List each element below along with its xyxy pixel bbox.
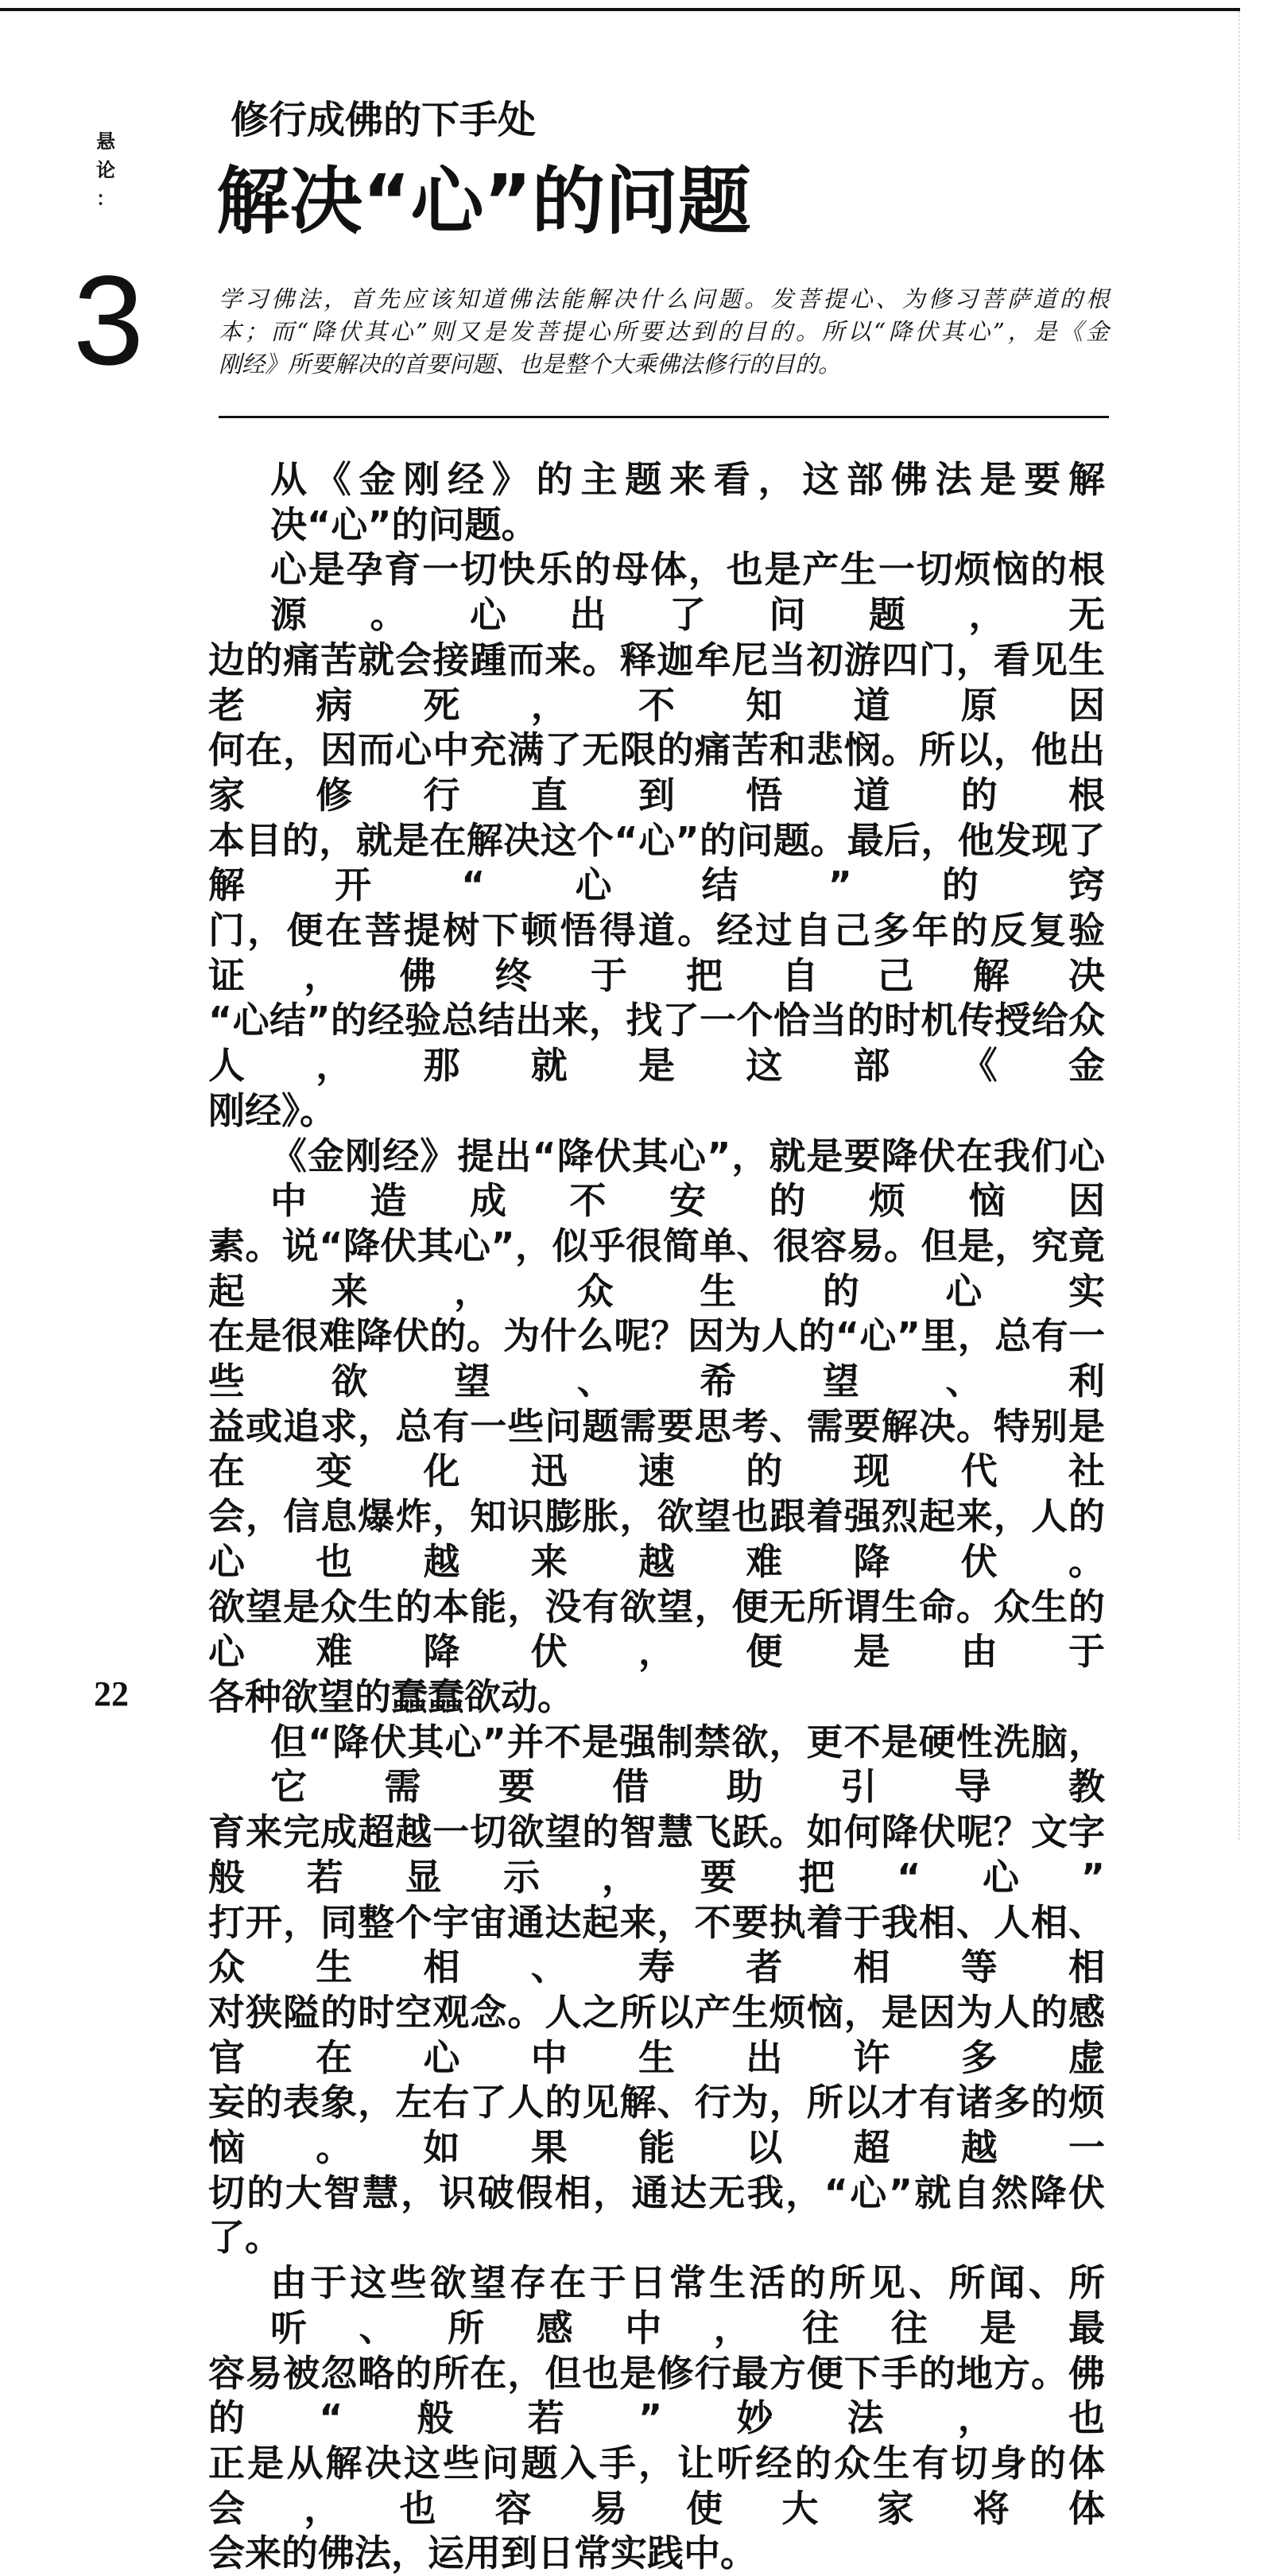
paragraph-line: 切的大智慧，识破假相，通达无我，“心”就自然降伏了。	[208, 2171, 1105, 2260]
paragraph-line: 在是很难降伏的。为什么呢？因为人的“心”里，总有一些欲望、希望、利	[208, 1314, 1105, 1403]
paragraph-line: 育来完成超越一切欲望的智慧飞跃。如何降伏呢？文字般若显示，要把“心”	[208, 1810, 1105, 1899]
paragraph-line: 欲望是众生的本能，没有欲望，便无所谓生命。众生的心难降伏，便是由于	[208, 1585, 1105, 1674]
paragraph-line: 打开，同整个宇宙通达起来，不要执着于我相、人相、众生相、寿者相等相	[208, 1900, 1105, 1989]
paragraph-line: 益或追求，总有一些问题需要思考、需要解决。特别是在变化迅速的现代社	[208, 1404, 1105, 1493]
intro-paragraph	[219, 283, 1109, 381]
paragraph-line: 容易被忽略的所在，但也是修行最方便下手的地方。佛的“般若”妙法，也	[208, 2351, 1105, 2440]
section-label-char: ：	[96, 188, 115, 210]
paragraph-line: 会，信息爆炸，知识膨胀，欲望也跟着强烈起来，人的心也越来越难降伏。	[208, 1495, 1105, 1583]
intro-line: 刚经》所要解决的首要问题、也是整个大乘佛法修行的目的。	[219, 351, 842, 378]
paragraph-line: 从《金刚经》的主题来看，这部佛法是要解决“心”的问题。	[270, 458, 1105, 546]
section-label-char: 悬	[96, 130, 115, 153]
paragraph-line: 边的痛苦就会接踵而来。释迦牟尼当初游四门，看见生老病死，不知道原因	[208, 638, 1105, 727]
paragraph-line: 刚经》。	[208, 1088, 336, 1132]
chapter-number: 3	[73, 249, 144, 391]
body-text	[208, 457, 1105, 2576]
paragraph-line: 本目的，就是在解决这个“心”的问题。最后，他发现了解开“心结”的窍	[208, 818, 1105, 907]
paragraph-line: 《金刚经》提出“降伏其心”，就是要降伏在我们心中造成不安的烦恼因	[270, 1134, 1105, 1223]
paragraph-line: 各种欲望的蠢蠢欲动。	[208, 1674, 574, 1718]
page-number: 22	[94, 1674, 129, 1713]
top-rule	[0, 8, 1240, 11]
intro-line: 学习佛法，首先应该知道佛法能解决什么问题。发菩提心、为修习菩萨道的根	[219, 285, 1109, 312]
intro-line: 本；而“降伏其心”则又是发菩提心所要达到的目的。所以“降伏其心”，是《金	[219, 318, 1109, 345]
paragraph-line: 何在，因而心中充满了无限的痛苦和悲悯。所以，他出家修行直到悟道的根	[208, 728, 1105, 817]
section-label	[94, 127, 118, 213]
paragraph-line: 但“降伏其心”并不是强制禁欲，更不是硬性洗脑，它需要借助引导教	[270, 1720, 1105, 1809]
paragraph-line: 素。说“降伏其心”，似乎很简单、很容易。但是，究竟起来，众生的心实	[208, 1224, 1105, 1313]
paragraph-line: 由于这些欲望存在于日常生活的所见、所闻、所听、所感中，往往是最	[270, 2261, 1105, 2349]
paragraph-line: 门，便在菩提树下顿悟得道。经过自己多年的反复验证，佛终于把自己解决	[208, 909, 1105, 997]
paragraph-line: 妄的表象，左右了人的见解、行为，所以才有诸多的烦恼。如果能以超越一	[208, 2081, 1105, 2170]
paragraph-line: 会来的佛法，运用到日常实践中。	[208, 2531, 757, 2575]
section-label-char: 论	[96, 159, 115, 181]
paragraph-line: “心结”的经验总结出来，找了一个恰当的时机传授给众人，那就是这部《金	[208, 999, 1105, 1088]
subtitle: 修行成佛的下手处	[231, 98, 537, 142]
paragraph-line: 正是从解决这些问题入手，让听经的众生有切身的体会，也容易使大家将体	[208, 2441, 1105, 2530]
paragraph-line: 对狭隘的时空观念。人之所以产生烦恼，是因为人的感官在心中生出许多虚	[208, 1990, 1105, 2079]
divider	[219, 416, 1109, 418]
paragraph-line: 心是孕育一切快乐的母体，也是产生一切烦恼的根源。心出了问题，无	[270, 548, 1105, 637]
page-title: 解决“心”的问题	[216, 159, 751, 244]
